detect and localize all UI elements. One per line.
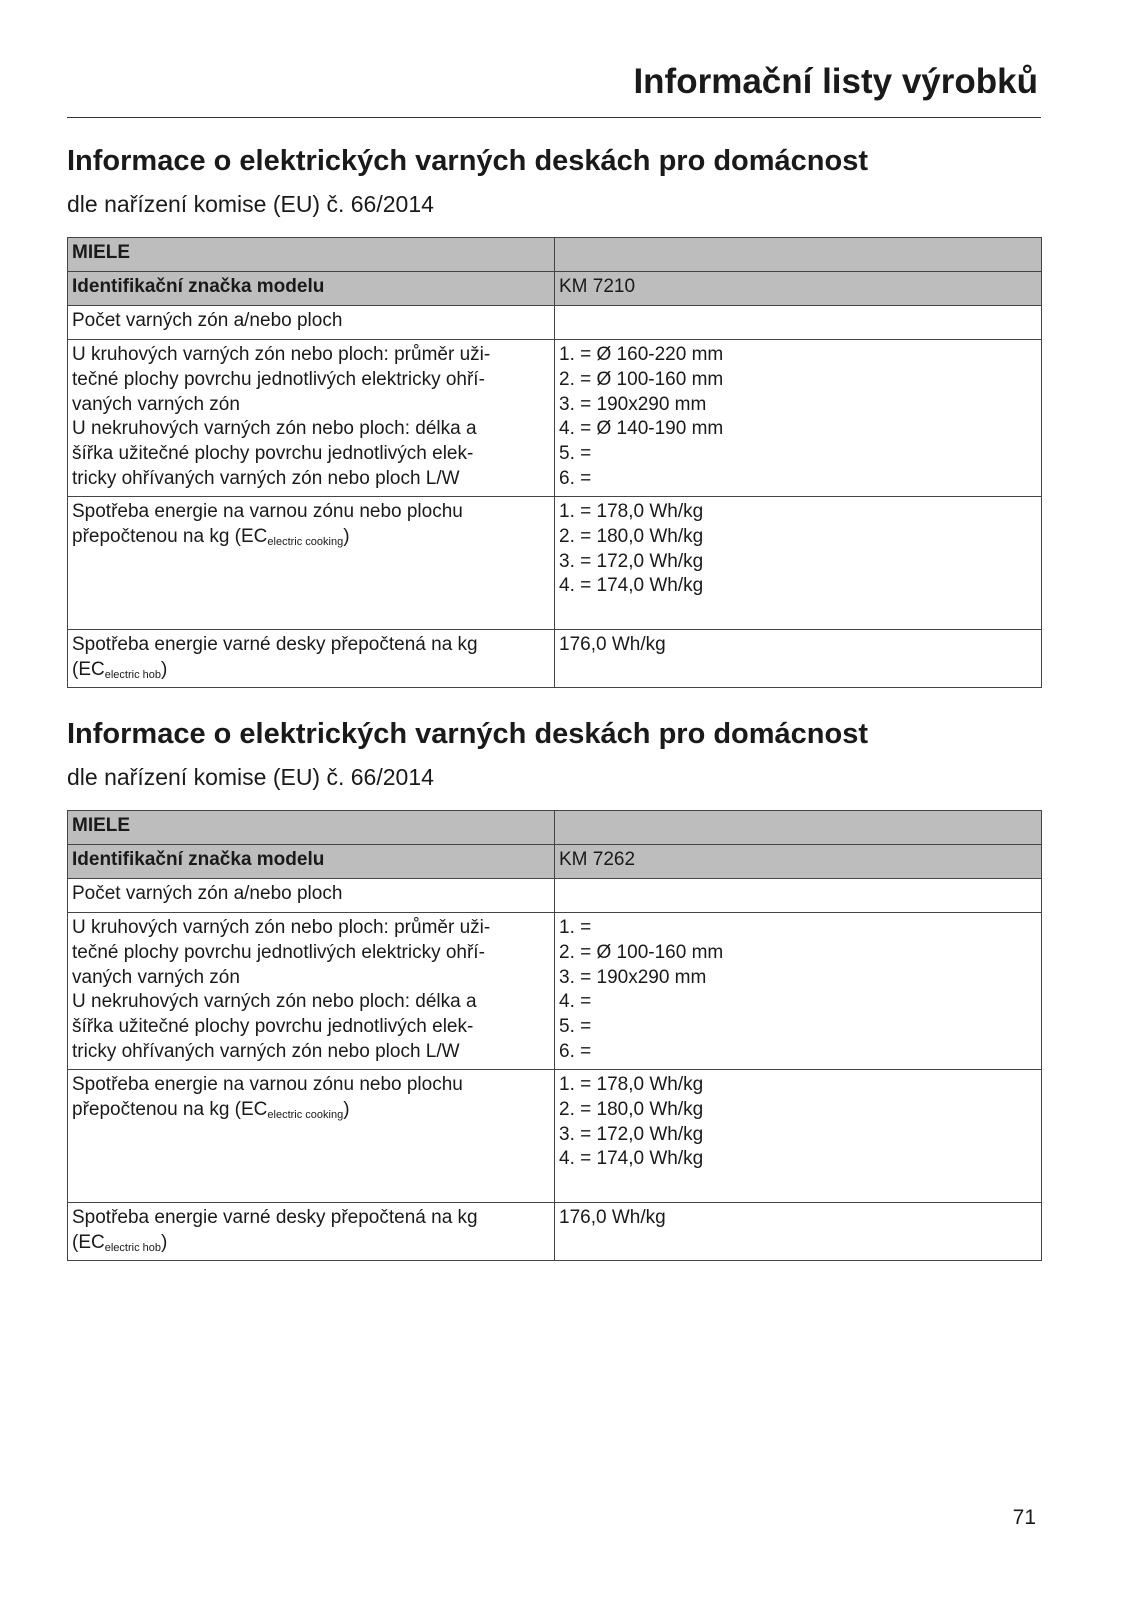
dims-label [68,340,555,497]
ec-cooking-label: Spotřeba energie na varnou zónu nebo plochu přepočtenou na kg $(EC_{electric cooking})$ [68,1070,555,1203]
text-line: šířka užitečné plochy povrchu jednotlivých elek- [72,1016,474,1038]
text-line: 3. = 190x290 mm [559,393,707,415]
zones-value [555,306,1042,340]
table-row [68,879,1042,913]
table-row [68,1203,1042,1261]
table-row [68,497,1042,630]
page-number: 71 [1012,1506,1036,1529]
title-rule [67,117,1041,118]
text-line: 2. = Ø 100-160 mm [559,368,724,390]
section-heading: Informace o elektrických varných deskách pro domácnost [67,718,869,750]
ec-hob-value: 176,0 Wh/kg [555,1203,1042,1261]
section-1 [67,143,1041,688]
text-line: 5. = [559,443,592,465]
ec-hob-label: Spotřeba energie varné desky přepočtená na kg $(EC_{electric hob})$ [68,630,555,688]
table-row [68,811,1042,845]
text-line: vaných varných zón [72,393,240,415]
brand-cell: MIELE [68,238,555,272]
text-line: 3. = 172,0 Wh/kg [559,550,704,572]
product-info-table [67,237,1042,688]
text-line: 1. = Ø 160-220 mm [559,344,724,365]
text-line: 1. = 178,0 Wh/kg [559,1074,704,1095]
text-line: tricky ohřívaných varných zón nebo ploch L/W [72,467,460,489]
text-line: 5. = [559,1016,592,1038]
text-line: U kruhových varných zón nebo ploch: průměr uži- [72,344,491,365]
model-value: KM 7262 [555,845,1042,879]
text-line: 4. = 174,0 Wh/kg [559,1148,704,1170]
text-line: vaných varných zón [72,966,240,988]
product-info-table [67,810,1042,1261]
text-line: 4. = Ø 140-190 mm [559,418,724,440]
section-heading: Informace o elektrických varných deskách pro domácnost [67,145,869,177]
section-2 [67,716,1041,1261]
ec-cooking-values [555,497,1042,630]
text-line: 3. = 172,0 Wh/kg [559,1123,704,1145]
text-line: tečné plochy povrchu jednotlivých elektricky ohří- [72,368,485,390]
table-row [68,340,1042,497]
dims-values [555,340,1042,497]
text-line: tečné plochy povrchu jednotlivých elektricky ohří- [72,941,485,963]
text-line: U nekruhových varných zón nebo ploch: délka a [72,418,477,440]
text-line: 4. = [559,991,592,1013]
text-line: 2. = Ø 100-160 mm [559,941,724,963]
text-line: 1. = [559,917,592,938]
page-title: Informační listy výrobků [633,62,1038,101]
table-row [68,238,1042,272]
text-line: U nekruhových varných zón nebo ploch: délka a [72,991,477,1013]
ec-cooking-label: Spotřeba energie na varnou zónu nebo plochu přepočtenou na kg $(EC_{electric cooking})$ [68,497,555,630]
text-line: 6. = [559,467,592,489]
text-line: 6. = [559,1040,592,1062]
text-line: šířka užitečné plochy povrchu jednotlivých elek- [72,443,474,465]
model-label: Identifikační značka modelu [68,845,555,879]
text-line: tricky ohřívaných varných zón nebo ploch L/W [72,1040,460,1062]
dims-values [555,913,1042,1070]
zones-label: Počet varných zón a/nebo ploch [68,879,555,913]
table-row [68,1070,1042,1203]
table-row [68,272,1042,306]
ec-cooking-values [555,1070,1042,1203]
zones-value [555,879,1042,913]
zones-label: Počet varných zón a/nebo ploch [68,306,555,340]
table-row [68,845,1042,879]
dims-label [68,913,555,1070]
text-line: 2. = 180,0 Wh/kg [559,525,704,547]
table-row [68,913,1042,1070]
model-value: KM 7210 [555,272,1042,306]
brand-cell: MIELE [68,811,555,845]
text-line: 4. = 174,0 Wh/kg [559,575,704,597]
ec-hob-value: 176,0 Wh/kg [555,630,1042,688]
text-line: U kruhových varných zón nebo ploch: průměr uži- [72,917,491,938]
model-label: Identifikační značka modelu [68,272,555,306]
section-subheading: dle nařízení komise (EU) č. 66/2014 [67,191,434,217]
ec-hob-label: Spotřeba energie varné desky přepočtená na kg $(EC_{electric hob})$ [68,1203,555,1261]
table-row [68,306,1042,340]
text-line: 3. = 190x290 mm [559,966,707,988]
table-row [68,630,1042,688]
text-line: 1. = 178,0 Wh/kg [559,501,704,522]
section-subheading: dle nařízení komise (EU) č. 66/2014 [67,764,434,790]
text-line: 2. = 180,0 Wh/kg [559,1098,704,1120]
